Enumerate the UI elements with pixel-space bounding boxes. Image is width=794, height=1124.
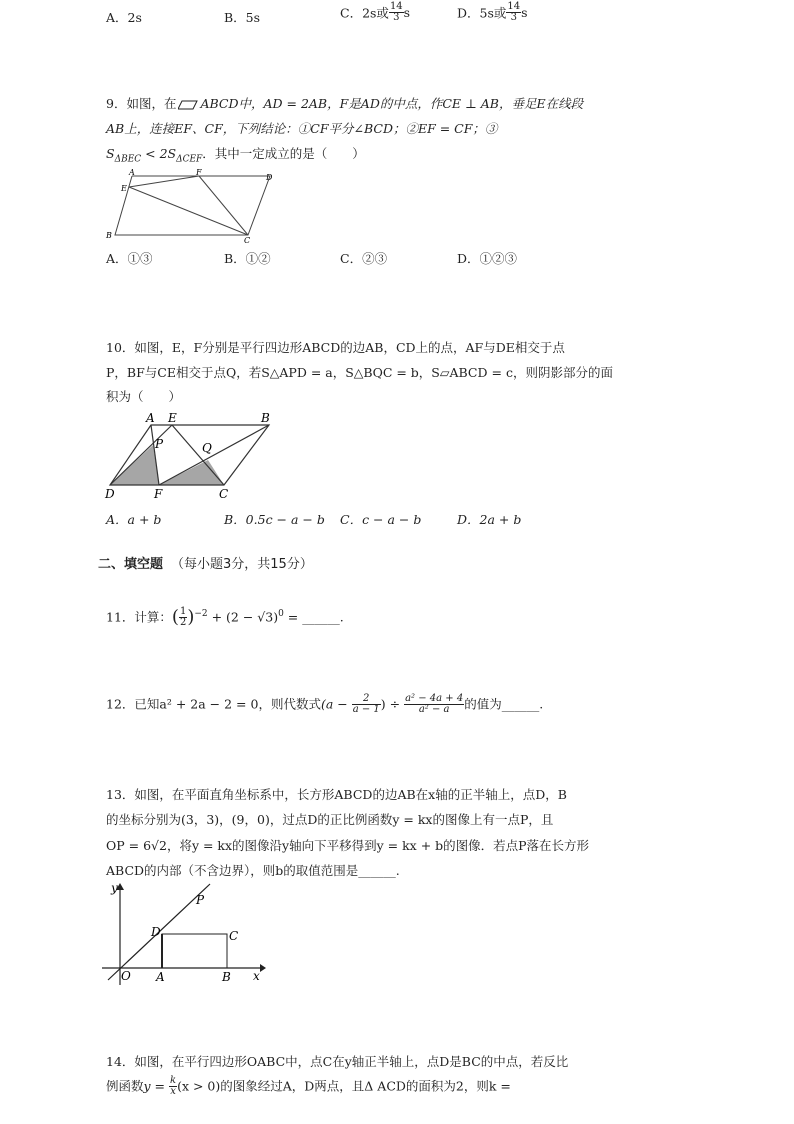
fraction: $\frac{14}{3}$ bbox=[507, 1, 521, 23]
shaded-triangle-left bbox=[110, 445, 159, 485]
q10-option-c[interactable]: C．c − a − b bbox=[340, 512, 422, 527]
fraction: $\frac{k}{x}$ bbox=[170, 1075, 177, 1097]
q10-line1: 10．如图，E，F分别是平行四边形ABCD的边AB，CD上的点，AF与DE相交于点 bbox=[106, 340, 565, 355]
q8-option-d[interactable]: D．5s或 $\frac{14}{3}$ s bbox=[457, 1, 528, 23]
parallelogram-icon bbox=[178, 100, 198, 110]
q10-line2: P，BF与CE相交于点Q，若S△APD = a，S△BQC = b，S▱ABCD = c，则阴影部分的面 bbox=[106, 365, 613, 380]
q10-option-d[interactable]: D．2a + b bbox=[457, 512, 522, 527]
label-x: x bbox=[253, 969, 260, 983]
label-c: C bbox=[244, 236, 251, 245]
q12-expression: 12．已知a² + 2a − 2 = 0，则代数式(a − $\frac{2}{a - 1}$ ) ÷ $\frac{\text{a² − 4a + 4}}{\text{a² − a}}$ 的值为______. bbox=[106, 693, 544, 715]
label-d: D bbox=[105, 487, 115, 501]
q9-option-d[interactable]: D．①②③ bbox=[457, 251, 518, 266]
q14-line2: 例函数y = $\frac{k}{x}$ (x > 0)的图象经过A，D两点，且Δ ACD的面积为2，则k = bbox=[106, 1075, 511, 1097]
label-y: y bbox=[111, 881, 118, 895]
shaded-triangle-right bbox=[159, 460, 224, 485]
label-e: E bbox=[168, 411, 177, 425]
label-d: D bbox=[266, 173, 273, 182]
label-c: C bbox=[229, 929, 239, 943]
q10-option-b[interactable]: B．0.5c − a − b bbox=[224, 512, 325, 527]
label-d: D bbox=[151, 925, 161, 939]
label-q: Q bbox=[202, 441, 212, 455]
q13-line4: ABCD的内部（不含边界），则b的取值范围是______. bbox=[106, 863, 400, 878]
q9-line3: $S_{\Delta BEC} < 2S_{\Delta CEF}$．其中一定成立的是（ ） bbox=[106, 146, 365, 165]
label-a: A bbox=[146, 411, 155, 425]
fraction: $\frac{14}{3}$ bbox=[389, 1, 403, 23]
q13-figure bbox=[100, 880, 270, 990]
label-b: B bbox=[222, 970, 231, 984]
q8-option-c[interactable]: C．2s或 $\frac{14}{3}$ s bbox=[340, 1, 411, 23]
q14-line1: 14．如图，在平行四边形OABC中，点C在y轴正半轴上，点D是BC的中点，若反比 bbox=[106, 1054, 569, 1069]
q9-line2: AB上，连接EF、CF，下列结论：①CF平分∠BCD；②EF = CF；③ bbox=[106, 121, 498, 136]
q8-option-b[interactable]: B．5s bbox=[224, 10, 261, 25]
q11-expression: 11．计算：( $\frac{1}{2}$ )$^{-2} + (2 - √3)^0$ = ______. bbox=[106, 606, 344, 629]
label-p: P bbox=[155, 437, 164, 451]
label-b: B bbox=[106, 231, 112, 240]
label-p: P bbox=[196, 893, 205, 907]
label-f: F bbox=[154, 487, 163, 501]
label-f: F bbox=[196, 168, 202, 177]
q9-figure bbox=[104, 166, 284, 246]
label-a: A bbox=[129, 168, 135, 177]
q8-option-a[interactable]: A．2s bbox=[106, 10, 142, 25]
q13-line3: OP = 6√2，将y = kx的图像沿y轴向下平移得到y = kx + b的图像．若点P落在长方形 bbox=[106, 838, 590, 853]
label-b: B bbox=[261, 411, 270, 425]
q10-figure bbox=[104, 410, 279, 505]
q9-option-b[interactable]: B．①② bbox=[224, 251, 271, 266]
q13-line2: 的坐标分别为(3，3)，(9，0)，过点D的正比例函数y = kx的图像上有一点P，且 bbox=[106, 812, 554, 827]
q9-option-c[interactable]: C．②③ bbox=[340, 251, 388, 266]
q9-option-a[interactable]: A．①③ bbox=[106, 251, 153, 266]
fraction: $\frac{\text{a² − 4a + 4}}{\text{a² − a}}$ bbox=[405, 693, 464, 715]
fraction: $\frac{1}{2}$ bbox=[179, 606, 187, 629]
label-o: O bbox=[121, 969, 131, 983]
q13-line1: 13．如图，在平面直角坐标系中，长方形ABCD的边AB在x轴的正半轴上，点D，B bbox=[106, 787, 567, 802]
q10-option-a[interactable]: A．a + b bbox=[106, 512, 162, 527]
label-a: A bbox=[156, 970, 165, 984]
label-c: C bbox=[219, 487, 229, 501]
section-heading: 二、填空题 （每小题3分，共15分） bbox=[98, 557, 313, 572]
q10-line3: 积为（ ） bbox=[106, 389, 182, 404]
label-e: E bbox=[121, 184, 127, 193]
fraction: $\frac{2}{a - 1}$ bbox=[352, 693, 380, 715]
q9-line1: 9．如图，在 ABCD中，AD = 2AB，F是AD的中点，作CE ⊥ AB，垂足E在线段 bbox=[106, 96, 584, 111]
